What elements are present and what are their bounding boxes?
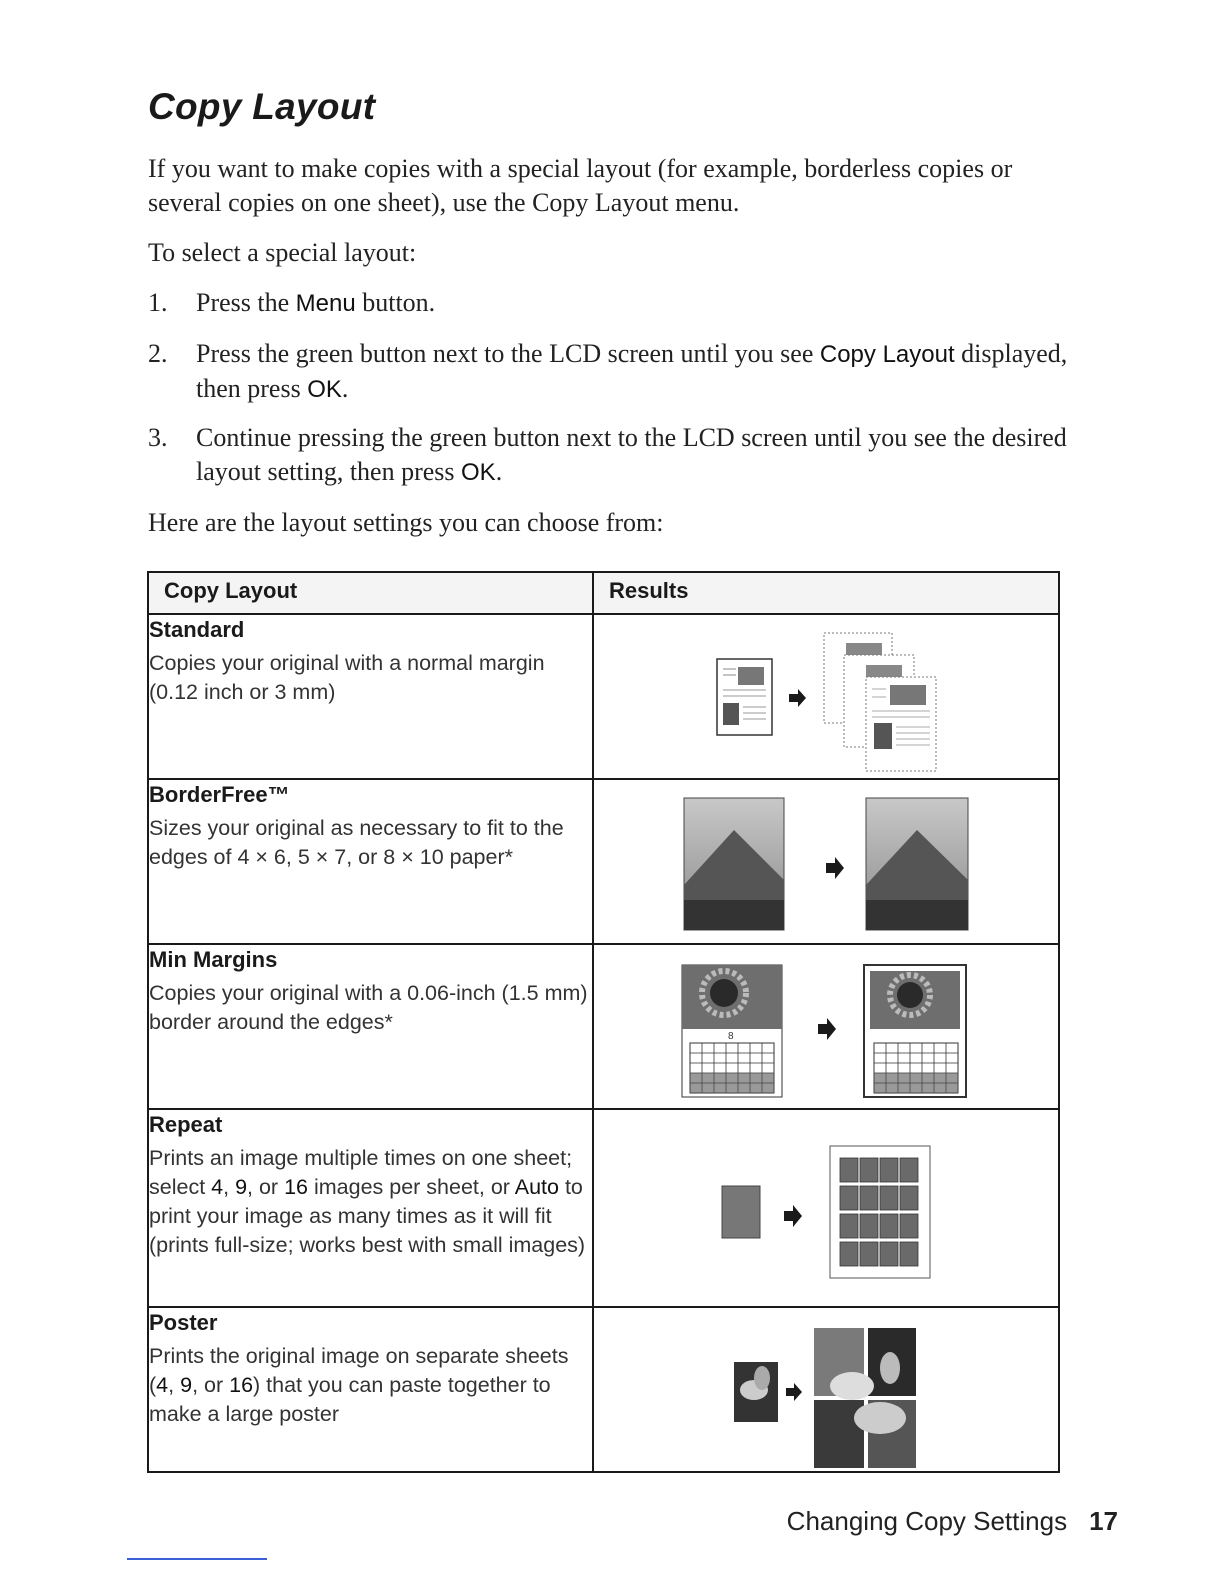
standard-cell [148, 614, 593, 779]
footer-rule [127, 1558, 267, 1560]
borderless-photo-icon [866, 798, 968, 930]
table-row [148, 614, 1059, 779]
arrow-icon [789, 689, 806, 707]
layout-description: Copies your original with a 0.06-inch (1.5 mm) border around the edges* [149, 981, 588, 1034]
table-row [148, 779, 1059, 944]
arrow-icon [786, 1383, 802, 1401]
table-header-row [148, 572, 1059, 614]
poster-tiles-icon [814, 1328, 916, 1468]
original-photo-icon [684, 798, 784, 930]
min-margin-calendar-icon [864, 965, 966, 1097]
here-are-paragraph: Here are the layout settings you can choose from: [148, 508, 664, 537]
min-margins-result [593, 944, 1059, 1109]
repeat-cell [148, 1109, 593, 1307]
footer-section-title: Changing Copy Settings [786, 1506, 1068, 1536]
table-row [148, 1307, 1059, 1472]
arrow-icon [826, 857, 844, 879]
repeat-result [593, 1109, 1059, 1307]
poster-result [593, 1307, 1059, 1472]
borderfree-cell [148, 779, 593, 944]
page-title: Copy Layout [148, 86, 376, 127]
page-number: 17 [1089, 1506, 1118, 1536]
layout-name: Min Margins [149, 947, 278, 972]
repeat-illustration-icon [594, 1110, 1060, 1308]
step-2: 2. Press the green button next to the LCD screen until you see Copy Layout displayed, then press OK. [148, 339, 1068, 403]
copy-layout-label: Copy Layout [819, 341, 955, 368]
table-row [148, 1109, 1059, 1307]
borderfree-result [593, 779, 1059, 944]
header-results: Results [593, 572, 1059, 614]
table-row [148, 944, 1059, 1109]
ok-label: OK [307, 376, 342, 403]
to-select-paragraph: To select a special layout: [148, 238, 417, 267]
min-margins-illustration-icon [594, 945, 1060, 1110]
layout-description: Copies your original with a normal margin (0.12 inch or 3 mm) [149, 651, 545, 704]
standard-illustration-icon [594, 615, 1060, 780]
intro-paragraph: If you want to make copies with a special layout (for example, borderless copies or several copies on one sheet), use the Copy Layout menu. [148, 154, 1013, 217]
step-1: 1. Press the Menu button. [148, 286, 1068, 321]
poster-illustration-icon [594, 1308, 1060, 1473]
step-number: 1. [148, 288, 168, 317]
layout-name: Poster [149, 1310, 218, 1335]
layout-name: BorderFree™ [149, 782, 290, 807]
layout-name: Standard [149, 617, 245, 642]
arrow-icon [784, 1205, 802, 1227]
layout-name: Repeat [149, 1112, 223, 1137]
layout-description: Prints the original image on separate sheets (4, 9, or 16) that you can paste together to make a large poster [149, 1344, 569, 1426]
layout-description: Sizes your original as necessary to fit to the edges of 4 × 6, 5 × 7, or 8 × 10 paper* [149, 816, 564, 869]
step-number: 3. [148, 423, 168, 452]
step-3: 3. Continue pressing the green button next to the LCD screen until you see the desired layout setting, then press OK. [148, 423, 1067, 486]
header-copy-layout: Copy Layout [148, 572, 593, 614]
calendar-month-number: 8 [728, 1031, 734, 1042]
menu-button-label: Menu [295, 290, 356, 317]
ok-label: OK [461, 459, 496, 486]
step-number: 2. [148, 339, 168, 368]
arrow-icon [818, 1018, 836, 1040]
small-image-icon [722, 1186, 760, 1238]
copies-stack-icon [824, 633, 936, 771]
original-flower-icon [734, 1362, 778, 1422]
layout-table [147, 571, 1060, 1473]
original-page-icon [717, 659, 772, 735]
borderfree-illustration-icon [594, 780, 1060, 945]
min-margins-cell [148, 944, 593, 1109]
original-calendar-icon [682, 965, 782, 1097]
page-footer [787, 1506, 1118, 1537]
poster-cell [148, 1307, 593, 1472]
layout-description: Prints an image multiple times on one sheet; select 4, 9, or 16 images per sheet, or Auto to print your image as many times as it will fit (prints full-size; works best with small images) [149, 1146, 586, 1257]
standard-result [593, 614, 1059, 779]
repeated-sheet-icon [830, 1146, 930, 1278]
